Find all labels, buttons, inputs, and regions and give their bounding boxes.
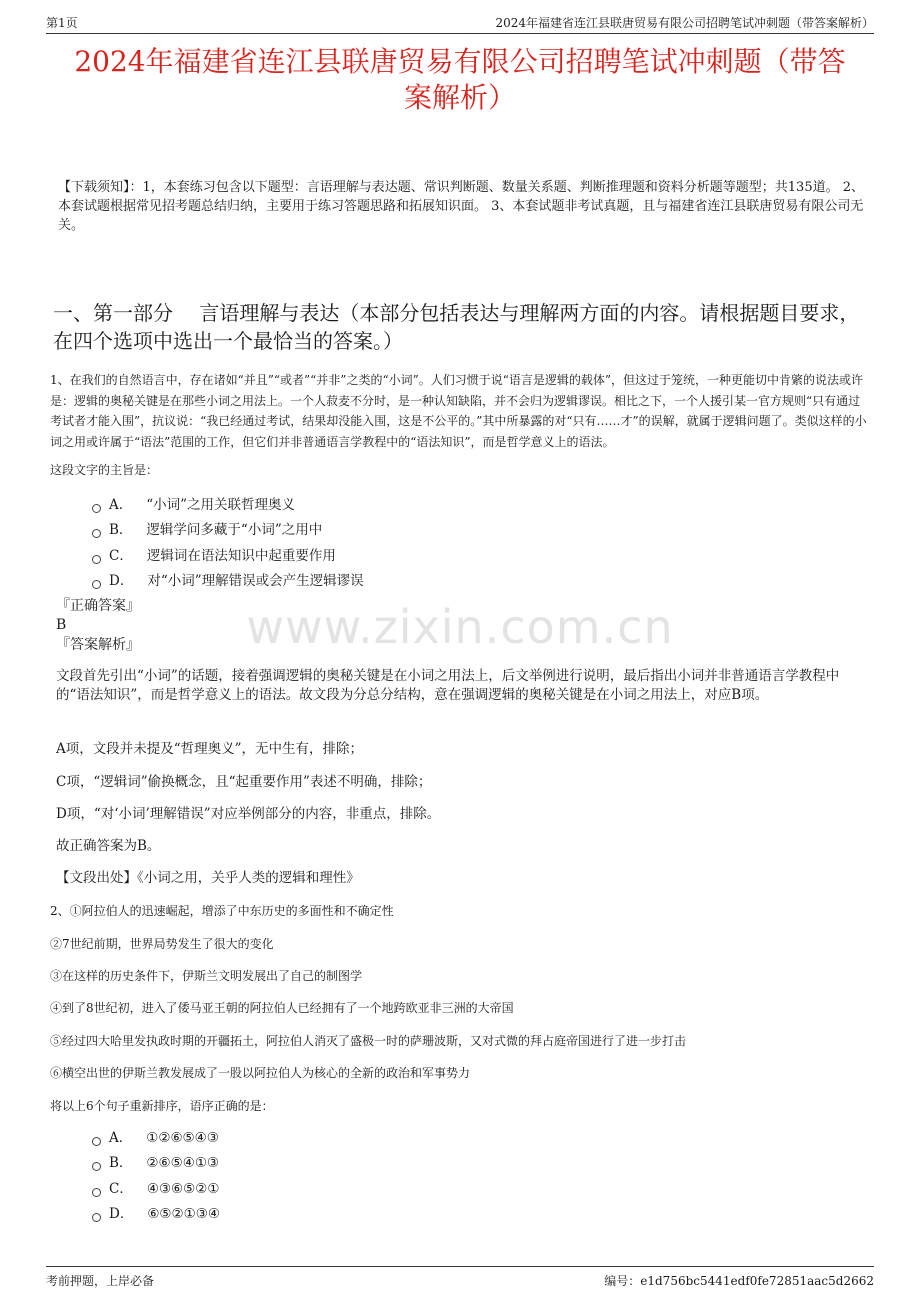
analysis-conclusion: 故正确答案为B。: [56, 838, 161, 854]
download-notice: 【下载须知】：1，本套练习包含以下题型：言语理解与表达题、常识判断题、数量关系题、判断推理题和资料分析题等题型；共135道。 2、本套试题根据常见招考题总结归纳，主要用于练习答题思路和拓展知识面。 3、本套试题非考试真题，且与福建省连江县联唐贸易有限公司无关。: [58, 180, 864, 233]
q1-options: [92, 493, 364, 594]
q2-statement: ③在这样的历史条件下，伊斯兰文明发展出了自己的制图学: [50, 969, 363, 983]
radio-icon[interactable]: [92, 1213, 101, 1222]
q1-passage: 1、在我们的自然语言中，存在诸如“并且”“或者”“并非”之类的“小词”。人们习惯于说“语言是逻辑的载体”，但这过于笼统，一种更能切中肯綮的说法或许是：逻辑的奥秘关键是在那些小词之用法上。一个人菽麦不分时，是一种认知缺陷，并不会归为逻辑谬误。相比之下，一个人援引某一官方规则“只有通过考试者才能入围”，抗议说：“我已经通过考试，结果却没能入围，这是不公平的。”其中所暴露的对“只有……才”的误解，就属于逻辑问题了。类似这样的小词之用或许属于“语法”范围的工作，但它们并非普通语言学教程中的“语法知识”，而是哲学意义上的语法。: [50, 373, 867, 449]
title-line-1: 2024年福建省连江县联唐贸易有限公司招聘笔试冲刺题（带答: [74, 45, 846, 78]
q2-option-b[interactable]: B． ②⑥⑤④①③: [92, 1151, 220, 1176]
q1-option-d[interactable]: D． 对“小词”理解错误或会产生逻辑谬误: [92, 569, 364, 594]
radio-icon[interactable]: [92, 1137, 101, 1146]
analysis-label: 『答案解析』: [56, 637, 140, 653]
analysis-c-note: C项，“逻辑词”偷换概念，且“起重要作用”表述不明确，排除；: [56, 774, 432, 790]
title-line-2: 案解析）: [403, 81, 516, 114]
q2-statement: 2、①阿拉伯人的迅速崛起，增添了中东历史的多面性和不确定性: [50, 904, 394, 918]
page-footer: [46, 1266, 874, 1289]
q2-statement: ⑤经过四大哈里发执政时期的开疆拓土，阿拉伯人消灭了盛极一时的萨珊波斯，又对式微的拜占庭帝国进行了进一步打击: [50, 1034, 687, 1048]
watermark: www.zixin.com.cn: [246, 600, 674, 654]
q2-option-c[interactable]: C． ④③⑥⑤②①: [92, 1177, 220, 1202]
passage-source: 【文段出处】《小词之用，关乎人类的逻辑和理性》: [56, 870, 360, 886]
q2-statement: ②7世纪前期，世界局势发生了很大的变化: [50, 937, 274, 951]
header-doc-title: 2024年福建省连江县联唐贸易有限公司招聘笔试冲刺题（带答案解析）: [495, 16, 874, 30]
radio-icon[interactable]: [92, 504, 101, 513]
page-header: [46, 13, 874, 34]
footer-slogan: 考前押题，上岸必备: [46, 1274, 155, 1288]
q1-question: 这段文字的主旨是：: [50, 463, 159, 477]
q1-option-b[interactable]: B． 逻辑学问多藏于“小词”之用中: [92, 518, 364, 543]
answer-value: B: [56, 617, 67, 633]
q2-option-d[interactable]: D． ⑥⑤②①③④: [92, 1202, 220, 1227]
q2-statement: ④到了8世纪初，进入了倭马亚王朝的阿拉伯人已经拥有了一个地跨欧亚非三洲的大帝国: [50, 1001, 514, 1015]
radio-icon[interactable]: [92, 1188, 101, 1197]
q1-option-c[interactable]: C． 逻辑词在语法知识中起重要作用: [92, 544, 364, 569]
q2-statement: ⑥横空出世的伊斯兰教发展成了一股以阿拉伯人为核心的全新的政治和军事势力: [50, 1066, 471, 1080]
analysis-d-note: D项，“对‘小词’理解错误”对应举例部分的内容，非重点，排除。: [56, 806, 441, 822]
document-title: [40, 44, 880, 116]
radio-icon[interactable]: [92, 529, 101, 538]
analysis-a-note: A项，文段并未提及“哲理奥义”，无中生有，排除；: [56, 741, 364, 757]
page-number: 第1页: [46, 16, 78, 30]
radio-icon[interactable]: [92, 580, 101, 589]
radio-icon[interactable]: [92, 1162, 101, 1171]
section-heading: 一、第一部分 言语理解与表达（本部分包括表达与理解两方面的内容。请根据题目要求，在四个选项中选出一个最恰当的答案。）: [53, 301, 860, 353]
answer-label: 『正确答案』: [56, 598, 140, 614]
q2-options: [92, 1126, 220, 1227]
q2-question: 将以上6个句子重新排序，语序正确的是：: [50, 1099, 274, 1113]
q1-option-a[interactable]: A． “小词”之用关联哲理奥义: [92, 493, 364, 518]
footer-doc-id: 编号：e1d756bc5441edf0fe72851aac5d2662: [604, 1274, 874, 1288]
q2-option-a[interactable]: A． ①②⑥⑤④③: [92, 1126, 220, 1151]
analysis-text: 文段首先引出“小词”的话题，接着强调逻辑的奥秘关键是在小词之用法上，后文举例进行说明，最后指出小词并非普通语言学教程中的“语法知识”，而是哲学意义上的语法。故文段为分总分结构，意在强调逻辑的奥秘关键是在小词之用法上，对应B项。: [56, 668, 840, 703]
radio-icon[interactable]: [92, 555, 101, 564]
